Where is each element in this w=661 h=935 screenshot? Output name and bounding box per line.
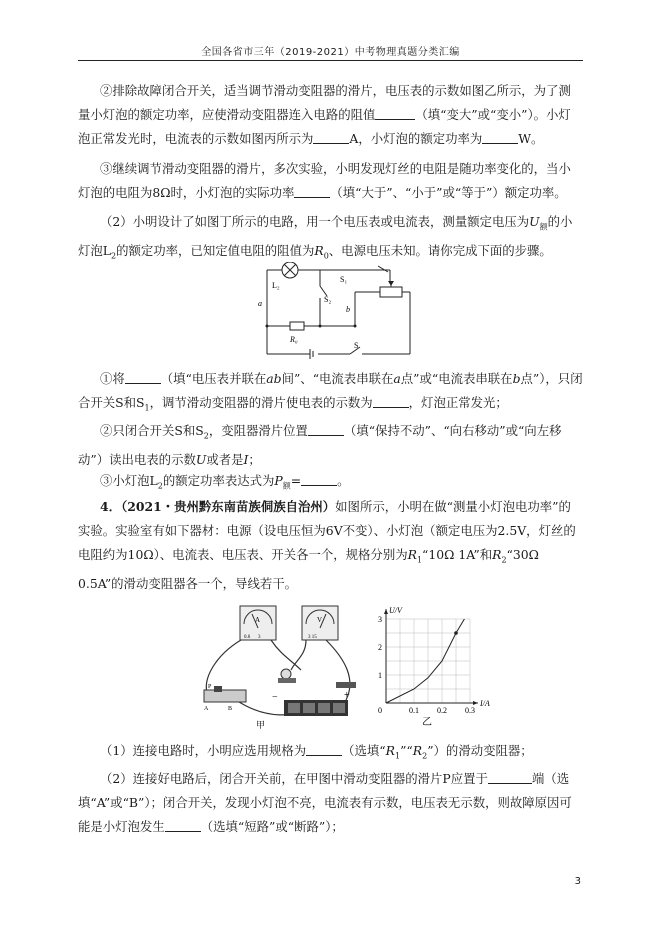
paragraph-part2 xyxy=(78,210,583,269)
text: A，小灯泡的额定功率为 xyxy=(349,131,483,146)
subscript: 额 xyxy=(282,481,291,491)
x-tick-label: 0.2 xyxy=(437,706,447,715)
page-header: 全国各省市三年（2019-2021）中考物理真题分类汇编 xyxy=(201,47,460,58)
symbol-r1: R xyxy=(385,743,395,758)
x-tick-label: 0.1 xyxy=(409,706,419,715)
text: ； xyxy=(248,452,261,468)
answer-blank[interactable] xyxy=(306,743,342,756)
text: （填“保持不动”、“向右移动”或“向左移动”）读出电表的示数 xyxy=(78,423,562,468)
question-number: 4． xyxy=(100,499,122,514)
answer-blank[interactable] xyxy=(373,395,409,408)
question-4-intro xyxy=(78,495,583,596)
label-s1: S₁ xyxy=(340,275,348,284)
text: ，调节滑动变阻器的滑片使电表的示数为 xyxy=(149,395,373,410)
meter-a-terminal: 0.6 xyxy=(244,635,251,640)
text: 点”或“电流表串联在 xyxy=(400,371,513,386)
answer-blank[interactable] xyxy=(294,185,330,198)
text: ②排除故障闭合开关，适当调节滑动变阻器的滑片，电压表的示数如图乙所示，为了测量小灯泡的额定功率，应使滑动变阻器连入电路的阻值 xyxy=(78,83,571,122)
subscript: 0 xyxy=(323,251,329,261)
label-l2: L₂ xyxy=(272,281,280,290)
label-yi: 乙 xyxy=(422,717,432,728)
text: 的小灯泡L xyxy=(78,214,573,259)
text: ③继续调节滑动变阻器的滑片，多次实验，小明发现灯丝的电阻是随功率变化的，当小灯泡的电阻为8Ω时，小灯泡的实际功率 xyxy=(78,161,571,200)
answer-blank[interactable] xyxy=(125,371,161,384)
y-tick-label: 1 xyxy=(378,671,382,680)
y-tick-label: 3 xyxy=(378,615,382,624)
text: （填“电压表并联在 xyxy=(160,371,267,386)
text: （2）连接好电路后，闭合开关前，在甲图中滑动变阻器的滑片P应置于 xyxy=(100,771,488,786)
paragraph-step3 xyxy=(78,157,583,205)
y-tick-label: 2 xyxy=(378,643,382,652)
symbol-r2: R xyxy=(492,547,502,562)
text: ，灯泡正常发光； xyxy=(408,395,508,410)
symbol-p: P xyxy=(274,473,283,488)
text: ”“ xyxy=(400,743,413,758)
paragraph-step-a xyxy=(78,367,583,420)
subscript: 1 xyxy=(144,403,150,413)
answer-blank[interactable] xyxy=(313,131,349,144)
y-axis-arrow xyxy=(384,609,388,614)
text: ③小灯泡L xyxy=(100,473,158,488)
subscript: 2 xyxy=(111,251,117,261)
text: = xyxy=(290,473,302,488)
subquestion-1 xyxy=(78,739,583,768)
symbol-i: I xyxy=(243,452,249,468)
text: （选填“短路”或“断路”）； xyxy=(200,819,344,834)
battery-minus: − xyxy=(272,692,278,703)
text: 间”、“电流表串联在 xyxy=(281,371,394,386)
figure-yi-iu-graph xyxy=(372,603,492,728)
meter-a-terminal: 3 xyxy=(258,635,261,640)
subscript: 额 xyxy=(539,222,548,232)
answer-blank[interactable] xyxy=(301,473,337,486)
text: W。 xyxy=(518,131,544,146)
text: “30Ω 0.5A”的滑动变阻器各一个，导线若干。 xyxy=(78,547,539,592)
question-source: （2021・贵州黔东南苗族侗族自治州） xyxy=(121,499,336,514)
subscript: 1 xyxy=(395,751,401,761)
text: 如图所示，小明在做“测量小灯泡电功率”的实验。实验室有如下器材：电源（设电压恒为6V不变）、小灯泡（额定电压为2.5V，灯丝的电阻约为10Ω）、电流表、电压表、开关各一个，规格分别为 xyxy=(78,499,576,562)
text: 。 xyxy=(337,473,350,488)
paragraph-step-b xyxy=(78,419,583,472)
label-jia: 甲 xyxy=(256,720,266,730)
text: （选填“ xyxy=(342,743,386,758)
battery-plus: + xyxy=(344,690,350,701)
text: 的额定功率，已知定值电阻的阻值为 xyxy=(116,243,315,259)
text: （填“大于”、“小于”或“等于”）额定功率。 xyxy=(330,185,567,200)
label-a: a xyxy=(258,299,262,308)
text: ”）的滑动变阻器； xyxy=(427,743,533,758)
text: “10Ω 1A”和 xyxy=(422,547,493,562)
terminal-b: B xyxy=(228,706,233,712)
x-tick-label: 0 xyxy=(378,706,382,715)
answer-blank[interactable] xyxy=(488,771,532,784)
text: ，变阻器滑片位置 xyxy=(208,423,308,438)
label-s: S xyxy=(354,341,359,350)
slider-p: P xyxy=(208,684,212,690)
symbol-a: a xyxy=(393,371,401,386)
text: 或者是 xyxy=(206,452,244,468)
answer-blank[interactable] xyxy=(165,819,201,832)
subscript: 2 xyxy=(501,555,507,565)
x-tick-label: 0.3 xyxy=(465,706,475,715)
text: 、电源电压未知。请你完成下面的步骤。 xyxy=(328,243,552,259)
text: 的额定功率表达式为 xyxy=(162,473,275,488)
answer-blank[interactable] xyxy=(482,131,518,144)
x-axis-label: I/A xyxy=(480,699,490,708)
subscript: 2 xyxy=(203,431,209,441)
figure-jia-apparatus xyxy=(196,600,376,730)
x-axis-arrow xyxy=(473,701,478,705)
data-point xyxy=(454,631,458,635)
text: （填“变大”或“变小”）。小灯泡正常发光时，电流表的示数如图丙所示为 xyxy=(78,107,571,146)
subscript: 2 xyxy=(422,751,428,761)
y-axis-label: U/V xyxy=(389,606,402,615)
text: 端（选填“A”或“B”）；闭合开关，发现小灯泡不亮，电流表有示数，电压表无示数，则故障原因可能是小灯泡发生 xyxy=(78,771,572,834)
meter-v-label: V xyxy=(317,616,323,624)
text: ②只闭合开关S和S xyxy=(100,423,204,438)
answer-blank[interactable] xyxy=(308,423,344,436)
terminal-a: A xyxy=(204,706,209,712)
symbol-u: U xyxy=(529,214,540,229)
circuit-diagram-ding xyxy=(250,262,420,362)
answer-blank[interactable] xyxy=(375,107,415,120)
symbol-r2: R xyxy=(412,743,423,758)
subquestion-2 xyxy=(78,767,583,839)
text: （2）小明设计了如图丁所示的电路，用一个电压表或电流表，测量额定电压为 xyxy=(100,214,530,229)
text: ①将 xyxy=(100,371,125,386)
meter-a-label: A xyxy=(255,616,261,624)
symbol-b: b xyxy=(512,371,521,386)
subscript: 1 xyxy=(416,555,423,565)
text: 点”），只闭合开关S和S xyxy=(78,371,583,410)
label-r0: R₀ xyxy=(290,335,298,344)
page-number: 3 xyxy=(574,876,581,887)
text: （1）连接电路时，小明应选用规格为 xyxy=(100,743,307,758)
header-rule xyxy=(78,60,583,61)
symbol-r1: R xyxy=(407,547,417,562)
label-b: b xyxy=(346,305,350,314)
symbol-ab: ab xyxy=(266,371,282,386)
symbol-r: R xyxy=(314,243,324,259)
label-s2: S₂ xyxy=(324,295,332,304)
symbol-u: U xyxy=(195,452,207,468)
meter-v-terminal: 3 15 xyxy=(308,635,317,640)
paragraph-step2 xyxy=(78,79,583,151)
subscript: 2 xyxy=(157,481,163,491)
